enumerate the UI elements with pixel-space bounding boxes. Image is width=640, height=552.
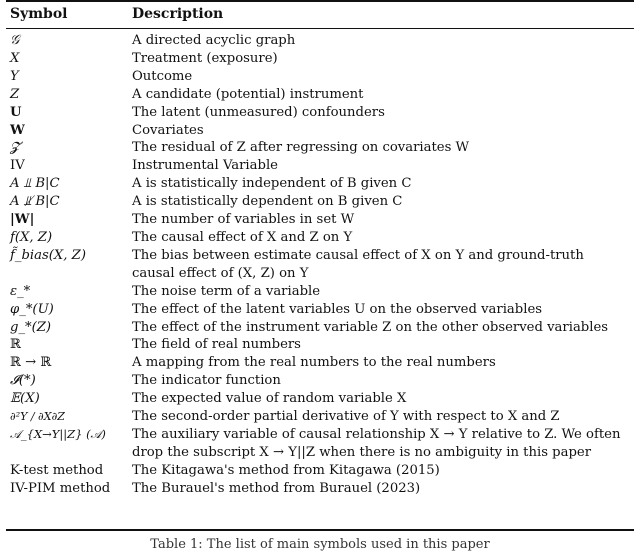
symbol-cell: 𝓘(*) [10,373,36,389]
table-row [8,283,632,301]
symbol-cell: 𝓩 [10,140,20,156]
symbol-cell: 𝒜_{X→Y||Z} (𝒜) [10,426,106,441]
description-cell: The residual of Z after regressing on covariates W [132,140,470,156]
table-row [8,86,632,104]
description-cell: The number of variables in set W [132,212,355,228]
symbol-cell: φ_*(U) [10,301,54,317]
description-cell: The auxiliary variable of causal relationship X → Y relative to Z. We often drop the subscript X → Y||Z when there is no ambiguity in this paper [132,426,621,460]
table-row [8,193,632,211]
description-cell: The causal effect of X and Z on Y [132,229,353,245]
description-cell: Treatment (exposure) [132,50,278,66]
description-cell: A directed acyclic graph [132,33,296,48]
table-row [8,462,632,480]
description-cell: Instrumental Variable [132,158,278,174]
description-cell: The effect of the latent variables U on the observed variables [132,301,543,317]
table-caption: Table 1: The list of main symbols used in this paper [150,537,490,552]
description-cell: The field of real numbers [132,337,301,353]
table-row [8,426,632,462]
description-cell: The noise term of a variable [132,283,321,299]
table-row [8,175,632,193]
symbol-cell: ε_* [10,283,31,299]
table-row [8,336,632,354]
table-row [8,247,632,283]
symbol-cell: IV-PIM method [10,480,111,496]
description-cell: A is statistically dependent on B given C [132,194,403,210]
table-top-rule [6,0,634,2]
table-row [8,28,632,50]
description-cell: The effect of the instrument variable Z on the other observed variables [132,319,609,335]
description-cell: The Kitagawa's method from Kitagawa (2015) [132,462,440,478]
description-cell: A mapping from the real numbers to the real numbers [132,355,496,371]
symbol-cell: U [10,104,22,120]
symbol-cell: 𝔼(X) [10,391,40,407]
table-header-row [8,5,632,28]
table-row [8,68,632,86]
symbol-cell: f(X, Z) [10,229,53,245]
table-row [8,408,632,426]
symbol-cell: Y [10,68,19,84]
description-cell: The second-order partial derivative of Y with respect to X and Z [132,409,560,425]
table-row [8,122,632,140]
symbol-cell: ℝ → ℝ [10,355,52,371]
symbol-cell: A ⫫ B|C [10,176,60,192]
table-row [8,354,632,372]
table-row [8,139,632,157]
symbol-cell: K-test method [10,462,104,478]
symbol-cell: |W| [10,212,35,228]
symbol-cell: IV [10,158,25,174]
description-cell: The latent (unmeasured) confounders [132,104,385,120]
table-row [8,319,632,337]
table-row [8,229,632,247]
symbol-cell: A ⫫̸ B|C [10,194,60,210]
header-description: Description [132,6,224,22]
description-cell: The Burauel's method from Burauel (2023) [132,480,421,496]
symbol-cell: f̃_bias(X, Z) [10,247,86,263]
description-cell: Covariates [132,122,204,138]
description-cell: The indicator function [132,373,281,389]
table-row [8,372,632,390]
table-row [8,104,632,122]
description-cell: Outcome [132,68,193,84]
symbol-cell: ℝ [10,337,21,353]
description-cell: The expected value of random variable X [132,391,407,407]
symbol-cell: 𝒢 [10,33,20,48]
table-row [8,480,632,498]
table-row [8,50,632,68]
table-row [8,390,632,408]
description-cell: A is statistically independent of B given C [132,176,412,192]
symbol-cell: X [10,50,20,66]
symbol-cell: W [10,122,25,138]
header-symbol: Symbol [10,6,68,22]
description-cell: The bias between estimate causal effect of X on Y and ground-truth causal effect of (X, Z) on Y [132,247,584,281]
symbol-table [8,5,632,498]
table-row [8,211,632,229]
table-row [8,301,632,319]
table-bottom-rule [6,529,634,531]
table-row [8,157,632,175]
symbol-cell: g_*(Z) [10,319,52,335]
symbol-cell: ∂²Y / ∂X∂Z [10,410,65,424]
symbol-cell: Z [10,86,20,102]
description-cell: A candidate (potential) instrument [132,86,364,102]
